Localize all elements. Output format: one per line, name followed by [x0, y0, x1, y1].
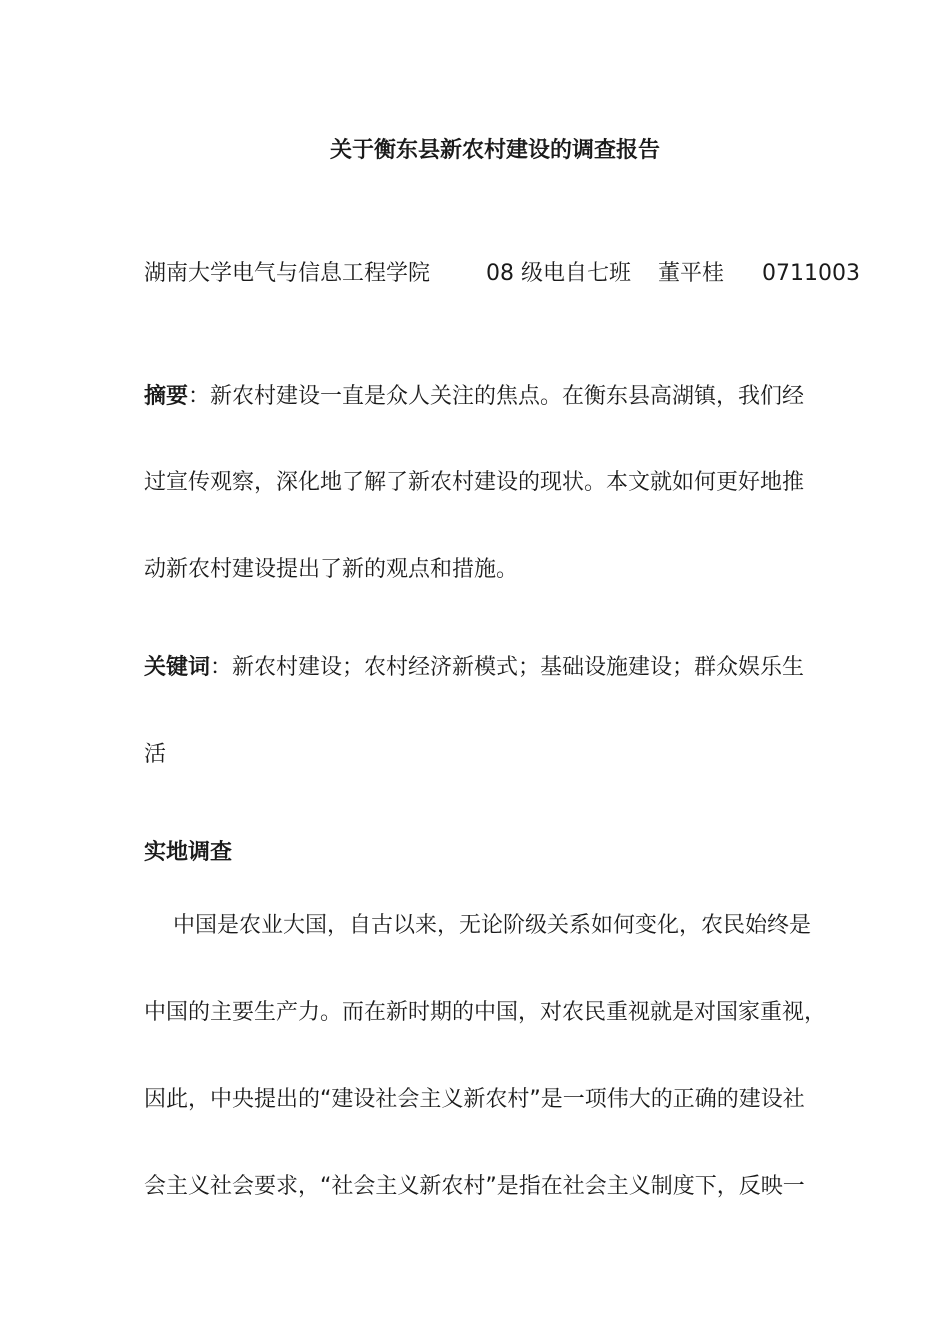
- author-class: 08 级电自七班: [486, 261, 631, 286]
- abstract-line-2: 过宣传观察，深化地了解了新农村建设的现状。本文就如何更好地推: [144, 470, 805, 495]
- paragraph-line-3: 因此，中央提出的“建设社会主义新农村”是一项伟大的正确的建设社: [144, 1087, 805, 1112]
- keywords-separator: ：: [210, 655, 233, 680]
- paragraph-line-1: 中国是农业大国，自古以来，无论阶级关系如何变化，农民始终是: [173, 913, 812, 938]
- section-heading: 实地调查: [144, 840, 233, 865]
- abstract-line-3: 动新农村建设提出了新的观点和措施。: [144, 557, 519, 582]
- keywords-line-1: [144, 650, 804, 686]
- keywords-line-2: 活: [144, 742, 167, 767]
- author-school: 湖南大学电气与信息工程学院: [144, 261, 431, 286]
- abstract-text-1: 新农村建设一直是众人关注的焦点。在衡东县高湖镇，我们经: [210, 384, 805, 409]
- abstract-line-1: [144, 379, 804, 415]
- paragraph-line-4: 会主义社会要求，“社会主义新农村”是指在社会主义制度下，反映一: [144, 1174, 805, 1199]
- document-title: 关于衡东县新农村建设的调查报告: [329, 138, 660, 163]
- keywords-text-1: 新农村建设；农村经济新模式；基础设施建设；群众娱乐生: [232, 655, 805, 680]
- abstract-label: 摘要: [144, 384, 189, 409]
- keywords-label: 关键词: [144, 655, 211, 680]
- author-student-id: 0711003: [762, 261, 860, 286]
- author-name: 董平桂: [658, 261, 725, 286]
- author-line: [144, 256, 864, 292]
- abstract-separator: ：: [188, 384, 211, 409]
- paragraph-line-2: 中国的主要生产力。而在新时期的中国，对农民重视就是对国家重视，: [144, 1000, 827, 1025]
